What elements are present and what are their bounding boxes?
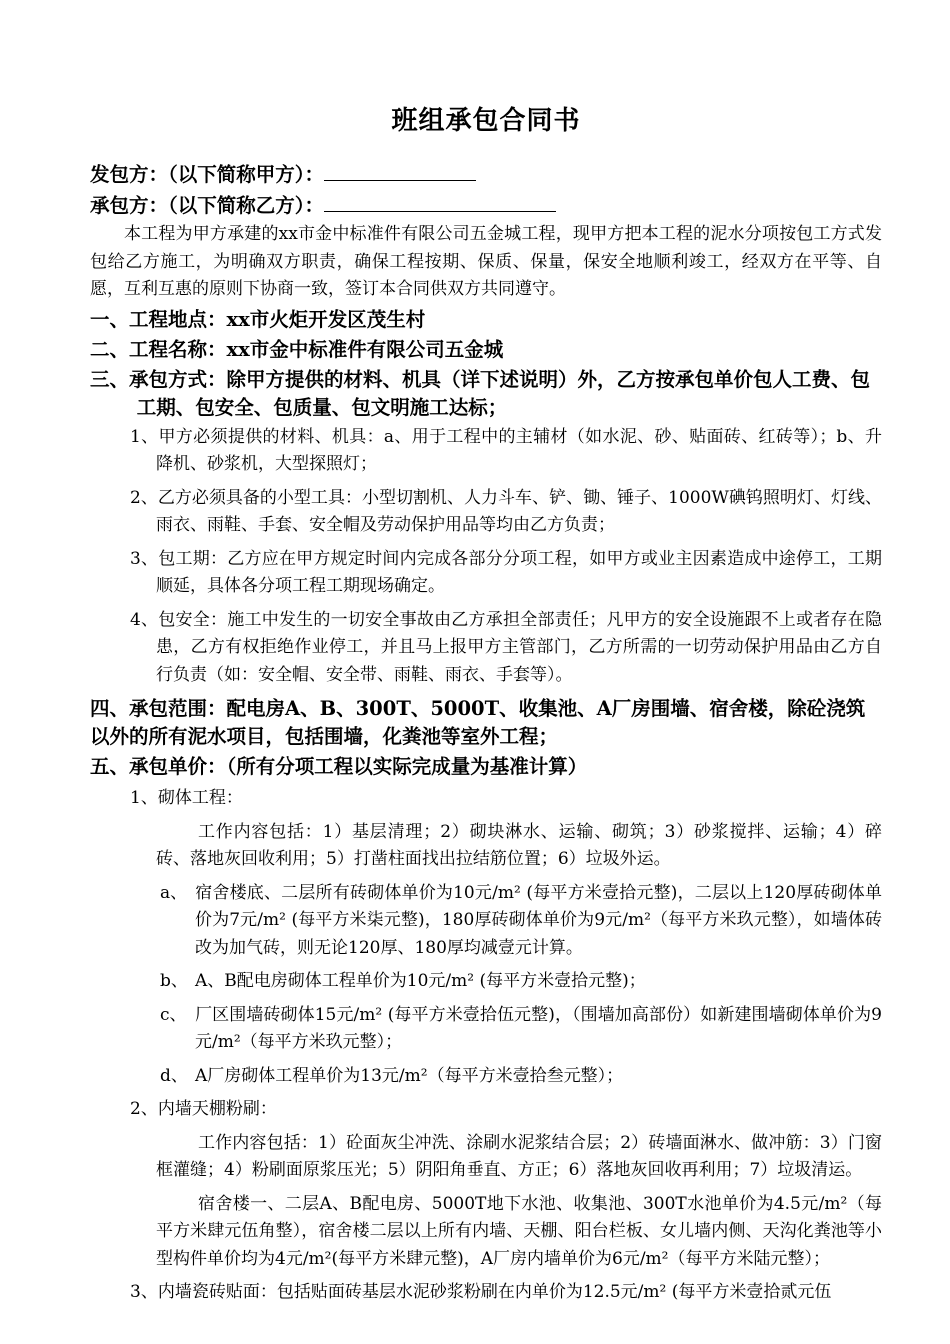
masonry-item-a	[90, 880, 882, 963]
document-title: 班组承包合同书	[391, 106, 581, 136]
section-3-heading: 三、承包方式：除甲方提供的材料、机具（详下述说明）外，乙方按承包单价包人工费、包工期、包安全、包质量、包文明施工达标；	[90, 367, 871, 419]
section-4-scope: 四、承包范围：配电房A、B、300T、5000T、收集池、A厂房围墙、宿舍楼，除砼浇筑以外的所有泥水项目，包括围墙，化粪池等室外工程；	[90, 697, 866, 748]
section-3-item-4: 4、包安全：施工中发生的一切安全事故由乙方承担全部责任；凡甲方的安全设施跟不上或者存在隐患，乙方有权拒绝作业停工，并且马上报甲方主管部门，乙方所需的一切劳动保护用品由乙方自行负责（如：安全帽、安全带、雨鞋、雨衣、手套等）。	[130, 609, 882, 685]
section-5-heading: 五、承包单价：（所有分项工程以实际完成量为基准计算）	[90, 755, 588, 778]
party-b-blank	[324, 191, 556, 212]
item-letter: d、	[160, 1065, 188, 1086]
masonry-item-c	[90, 1002, 882, 1057]
section-3-item-1: 1、甲方必须提供的材料、机具：a、用于工程中的主辅材（如水泥、砂、贴面砖、红砖等）；b、升降机、砂浆机，大型探照灯；	[130, 426, 882, 474]
party-a-label: 发包方：（以下简称甲方）：	[90, 163, 325, 186]
plaster-work-content: 工作内容包括：1）砼面灰尘冲洗、涂刷水泥浆结合层；2）砖墙面淋水、做冲筋：3）门窗框灌缝；4）粉刷面原浆压光；5）阴阳角垂直、方正；6）落地灰回收再利用；7）垃圾清运。	[156, 1132, 882, 1180]
masonry-label: 1、砌体工程：	[130, 788, 243, 808]
plaster-label: 2、内墙天棚粉刷：	[130, 1099, 277, 1119]
plaster-price-content: 宿舍楼一、二层A、B配电房、5000T地下水池、收集池、300T水池单价为4.5元/m²（每平方米肆元伍角整），宿舍楼二层以上所有内墙、天棚、阳台栏板、女儿墙内侧、天沟化粪池等小型构件单价均为4元/m²(每平方米肆元整)，A厂房内墙单价为6元/m²（每平方米陆元整）；	[156, 1193, 882, 1269]
item-letter: a、	[160, 882, 188, 903]
masonry-work-content: 工作内容包括：1）基层清理；2）砌块淋水、运输、砌筑；3）砂浆搅拌、运输；4）碎砖、落地灰回收利用；5）打凿柱面找出拉结筋位置；6）垃圾外运。	[156, 821, 882, 869]
masonry-item-b	[90, 968, 882, 996]
tile-label: 3、内墙瓷砖贴面：包括贴面砖基层水泥砂浆粉刷在内单价为12.5元/m² (每平方米壹拾贰元伍	[130, 1282, 832, 1302]
intro-paragraph: 本工程为甲方承建的xx市金中标准件有限公司五金城工程，现甲方把本工程的泥水分项按包工方式发包给乙方施工，为明确双方职责，确保工程按期、保质、保量，保安全地顺利竣工，经双方在平等、自愿，互利互惠的原则下协商一致，签订本合同供双方共同遵守。	[90, 224, 882, 299]
item-text: 厂区围墙砖砌体15元/m² (每平方米壹拾伍元整)，（围墙加高部份）如新建围墙砌体单价为9元/m²（每平方米玖元整）；	[195, 1004, 882, 1052]
party-b-label: 承包方：（以下简称乙方）：	[90, 194, 325, 217]
item-letter: c、	[160, 1004, 187, 1025]
item-text: A厂房砌体工程单价为13元/m²（每平方米壹拾叁元整）；	[195, 1065, 624, 1086]
section-3-item-3: 3、包工期：乙方应在甲方规定时间内完成各部分分项工程，如甲方或业主因素造成中途停工，工期顺延，具体各分项工程工期现场确定。	[130, 548, 882, 596]
contract-page	[90, 100, 882, 1313]
party-a-blank	[324, 160, 476, 181]
party-a-line	[90, 159, 882, 190]
item-text: A、B配电房砌体工程单价为10元/m² (每平方米壹拾元整)；	[195, 971, 646, 991]
section-1-location: 一、工程地点：xx市火炬开发区茂生村	[90, 307, 426, 331]
party-b-line	[90, 190, 882, 221]
section-2-name: 二、工程名称：xx市金中标准件有限公司五金城	[90, 337, 504, 361]
item-text: 宿舍楼底、二层所有砖砌体单价为10元/m² (每平方米壹拾元整)，二层以上120厚砖砌体单价为7元/m² (每平方米柒元整)，180厚砖砌体单价为9元/m²（每平方米玖元整），如墙体砖改为加气砖，则无论120厚、180厚均减壹元计算。	[195, 882, 882, 958]
item-letter: b、	[160, 971, 188, 991]
section-3-item-2: 2、乙方必须具备的小型工具：小型切割机、人力斗车、铲、锄、锤子、1000W碘钨照明灯、灯线、雨衣、雨鞋、手套、安全帽及劳动保护用品等均由乙方负责；	[130, 487, 882, 535]
masonry-item-d	[90, 1063, 882, 1091]
